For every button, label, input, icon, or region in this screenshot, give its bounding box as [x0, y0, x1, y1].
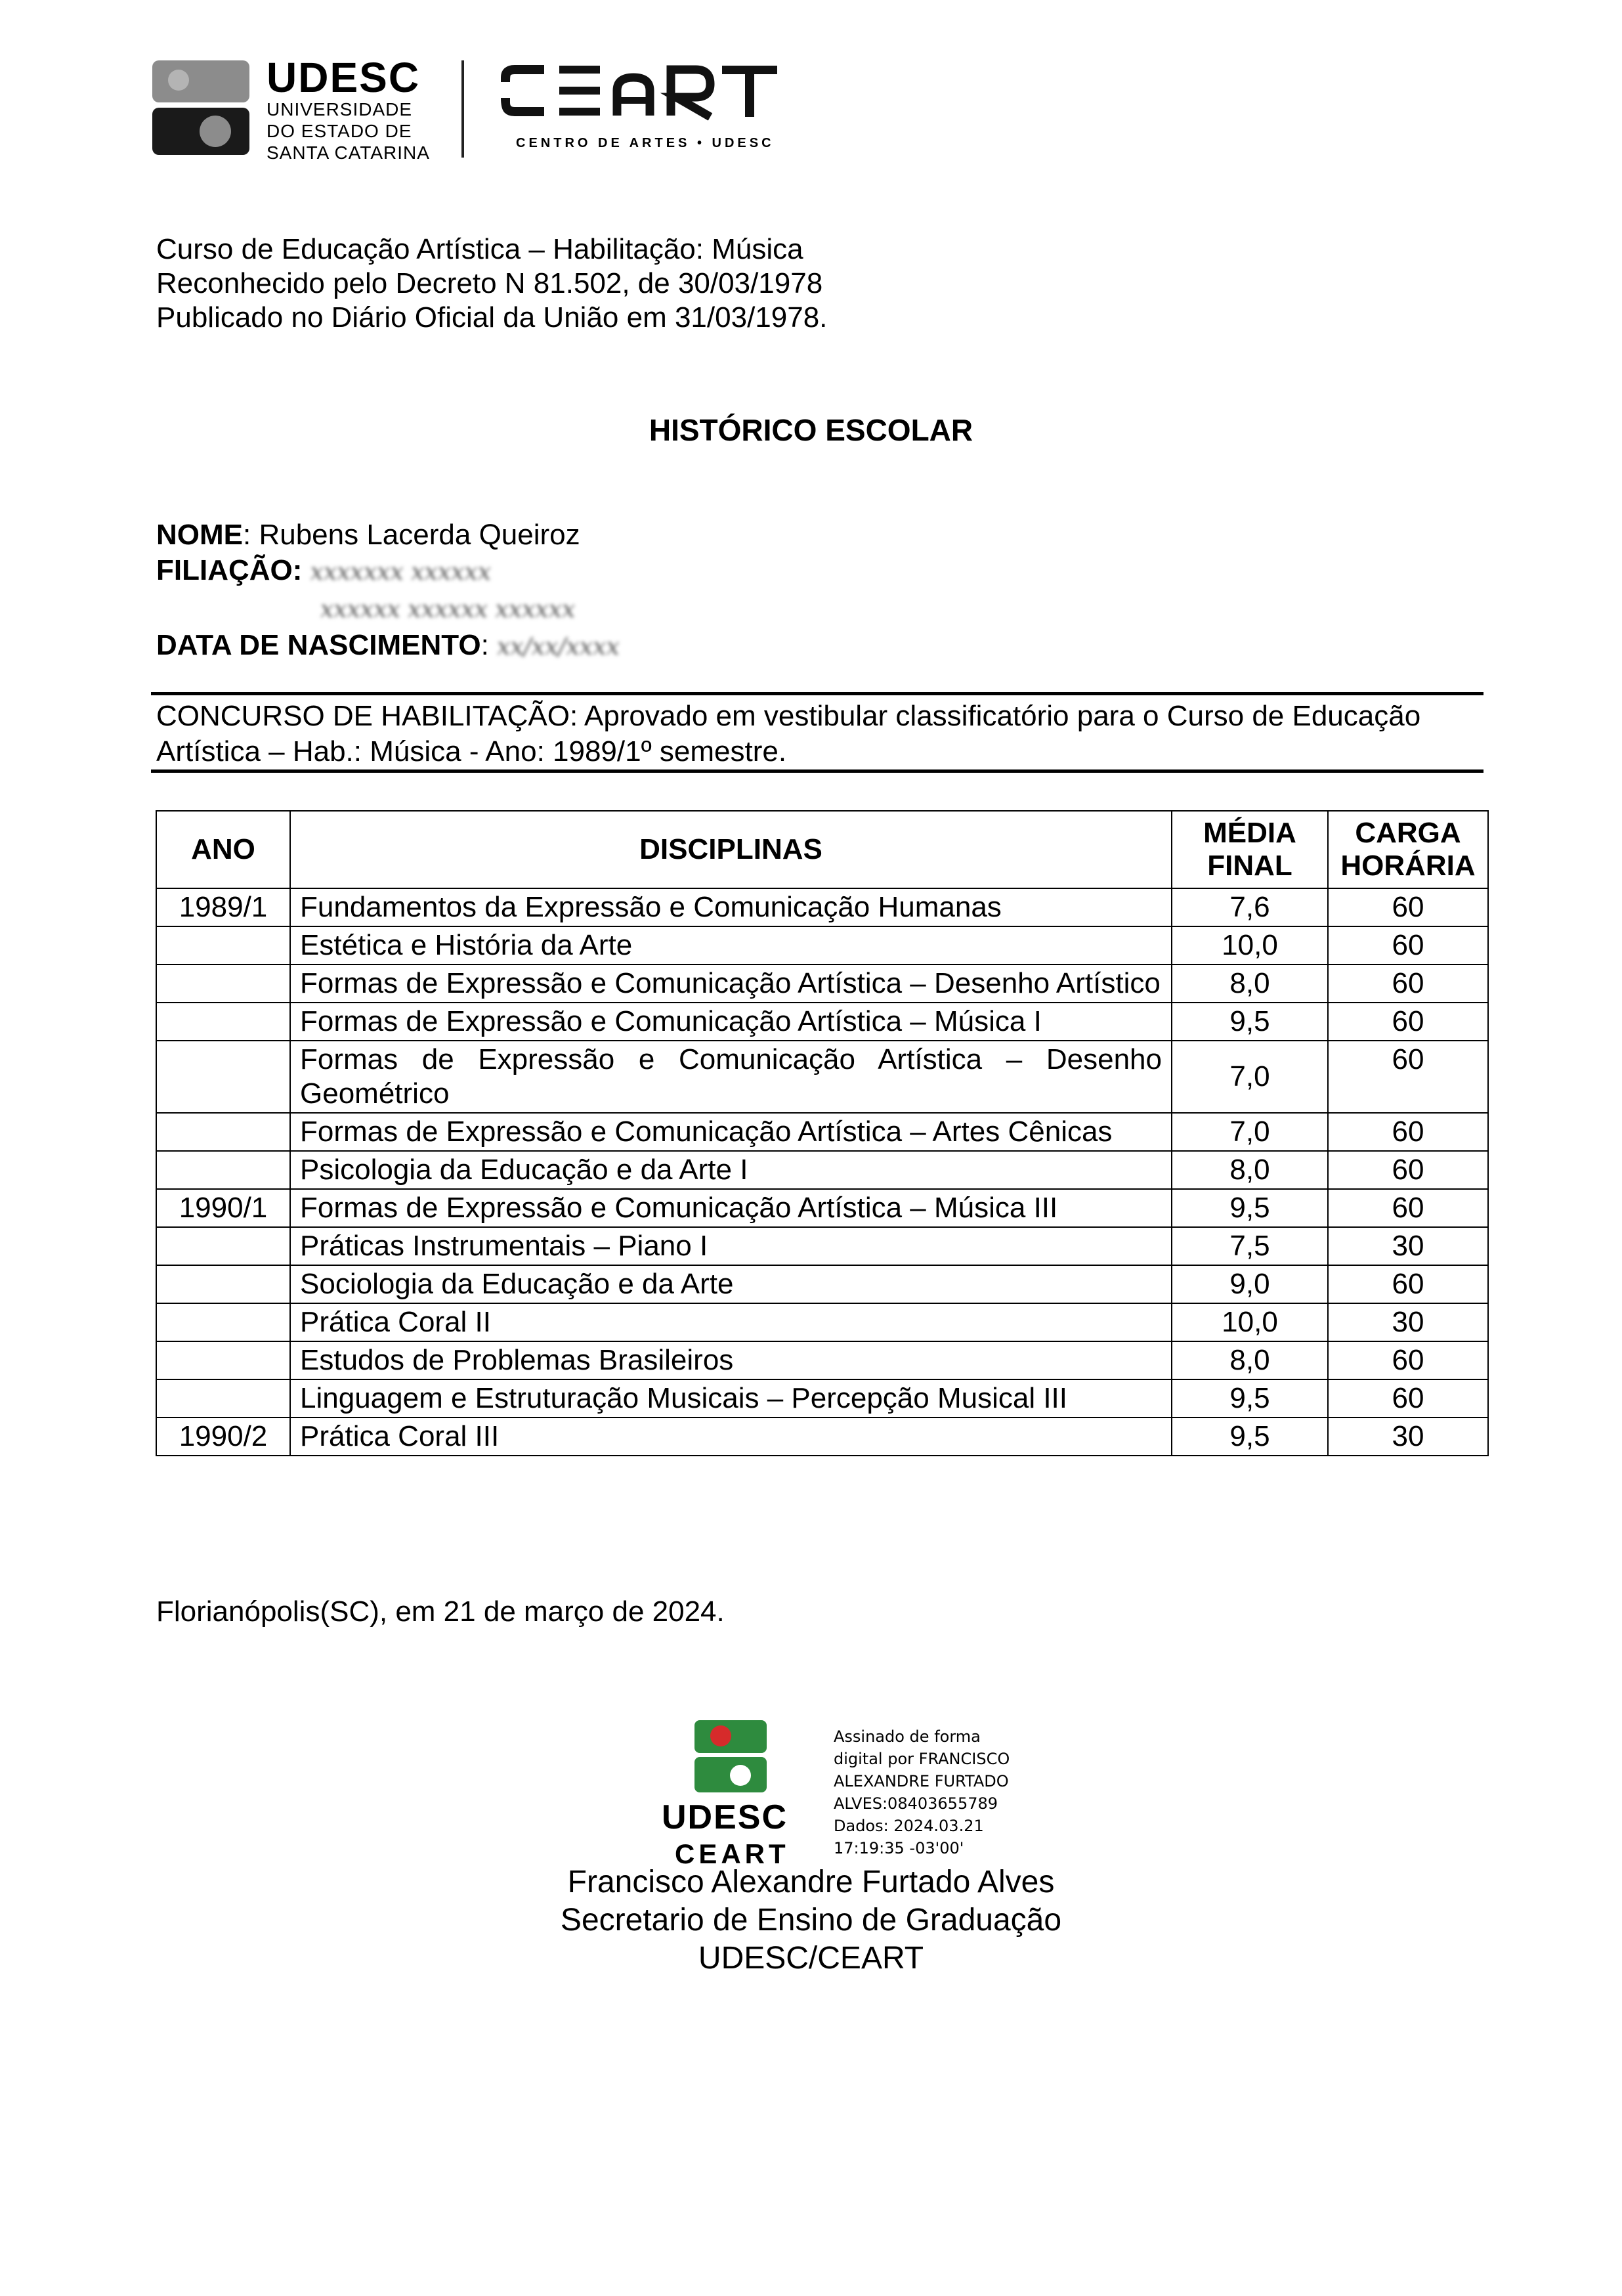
letterhead-divider — [461, 60, 464, 158]
header-disciplinas: DISCIPLINAS — [290, 811, 1172, 888]
cell-media: 8,0 — [1172, 1341, 1328, 1379]
table-row — [156, 1151, 1488, 1189]
stamp-ceart-text: CEART — [675, 1838, 790, 1865]
signer-org: UDESC/CEART — [698, 1941, 924, 1976]
redacted-birth-date: xx/xx/xxxx — [497, 634, 620, 661]
name-label: NOME — [156, 519, 243, 551]
filiation-label: FILIAÇÃO: — [156, 554, 303, 586]
cell-disciplina: Formas de Expressão e Comunicação Artística – Desenho Artístico — [290, 964, 1172, 1003]
cell-ano: 1990/2 — [156, 1418, 290, 1456]
table-row — [156, 964, 1488, 1003]
cell-media: 7,0 — [1172, 1041, 1328, 1113]
cell-disciplina: Psicologia da Educação e da Arte I — [290, 1151, 1172, 1189]
sig-info-line-2: digital por FRANCISCO — [834, 1750, 1010, 1768]
cell-carga: 60 — [1328, 1151, 1488, 1189]
sig-info-line-5: Dados: 2024.03.21 — [834, 1817, 984, 1835]
header-ano: ANO — [156, 811, 290, 888]
cell-ano: 1989/1 — [156, 888, 290, 926]
cell-media: 7,5 — [1172, 1227, 1328, 1265]
cell-carga: 30 — [1328, 1303, 1488, 1341]
cell-ano — [156, 1003, 290, 1041]
header-media — [1172, 811, 1328, 888]
cell-disciplina: Fundamentos da Expressão e Comunicação Humanas — [290, 888, 1172, 926]
cell-ano: 1990/1 — [156, 1189, 290, 1227]
cell-ano — [156, 1303, 290, 1341]
course-info — [156, 232, 827, 335]
cell-disciplina: Estudos de Problemas Brasileiros — [290, 1341, 1172, 1379]
course-line-3: Publicado no Diário Oficial da União em 31/03/1978. — [156, 301, 828, 334]
name-value: : Rubens Lacerda Queiroz — [243, 519, 580, 551]
cell-carga: 60 — [1328, 1041, 1488, 1113]
cell-ano — [156, 1379, 290, 1418]
cell-disciplina: Formas de Expressão e Comunicação Artística – Desenho Geométrico — [290, 1041, 1172, 1113]
cell-carga: 60 — [1328, 1113, 1488, 1151]
cell-media: 8,0 — [1172, 964, 1328, 1003]
birth-colon: : — [480, 629, 489, 661]
divider-bottom — [151, 769, 1483, 773]
udesc-name: UDESC — [267, 54, 421, 101]
cell-disciplina: Sociologia da Educação e da Arte — [290, 1265, 1172, 1303]
cell-carga: 60 — [1328, 888, 1488, 926]
udesc-stamp-icon — [694, 1720, 767, 1792]
cell-media: 9,5 — [1172, 1418, 1328, 1456]
table-row — [156, 1113, 1488, 1151]
header-carga-line-2: HORÁRIA — [1340, 850, 1476, 882]
udesc-logo-text — [267, 56, 430, 163]
stamp-udesc-text: UDESC — [662, 1798, 788, 1836]
cell-disciplina: Estética e História da Arte — [290, 926, 1172, 964]
cell-disciplina: Formas de Expressão e Comunicação Artística – Música III — [290, 1189, 1172, 1227]
digital-signature-info — [834, 1725, 1010, 1859]
table-row — [156, 1265, 1488, 1303]
cell-ano — [156, 964, 290, 1003]
cell-disciplina: Prática Coral III — [290, 1418, 1172, 1456]
cell-carga: 60 — [1328, 926, 1488, 964]
birth-label: DATA DE NASCIMENTO — [156, 629, 481, 661]
document-title: HISTÓRICO ESCOLAR — [649, 413, 973, 447]
student-info — [156, 517, 620, 665]
cell-disciplina: Práticas Instrumentais – Piano I — [290, 1227, 1172, 1265]
cell-ano — [156, 1113, 290, 1151]
header-media-line-2: FINAL — [1207, 850, 1292, 882]
header-carga-line-1: CARGA — [1355, 817, 1461, 849]
table-header-row — [156, 811, 1488, 888]
cell-media: 7,0 — [1172, 1113, 1328, 1151]
place-date: Florianópolis(SC), em 21 de março de 2024. — [156, 1595, 725, 1628]
sig-info-line-1: Assinado de forma — [834, 1727, 981, 1746]
header-media-line-1: MÉDIA — [1203, 817, 1296, 849]
cell-ano — [156, 926, 290, 964]
udesc-logo-icon — [152, 60, 249, 155]
udesc-line-1: UNIVERSIDADE — [267, 99, 413, 119]
cell-disciplina: Linguagem e Estruturação Musicais – Percepção Musical III — [290, 1379, 1172, 1418]
header-carga — [1328, 811, 1488, 888]
table-row — [156, 1003, 1488, 1041]
cell-ano — [156, 1265, 290, 1303]
cell-carga: 60 — [1328, 1379, 1488, 1418]
birth-row — [156, 628, 620, 665]
cell-media: 9,5 — [1172, 1189, 1328, 1227]
cell-carga: 60 — [1328, 1341, 1488, 1379]
cell-disciplina: Formas de Expressão e Comunicação Artística – Artes Cênicas — [290, 1113, 1172, 1151]
sig-info-line-3: ALEXANDRE FURTADO — [834, 1772, 1009, 1790]
table-row — [156, 1379, 1488, 1418]
cell-carga: 30 — [1328, 1227, 1488, 1265]
course-line-1: Curso de Educação Artística – Habilitação: Música — [156, 233, 803, 265]
udesc-line-2: DO ESTADO DE — [267, 121, 412, 141]
ceart-subtitle: CENTRO DE ARTES • UDESC — [516, 136, 775, 150]
table-row — [156, 1227, 1488, 1265]
udesc-line-3: SANTA CATARINA — [267, 142, 430, 163]
signer-role: Secretario de Ensino de Graduação — [560, 1903, 1062, 1938]
signer-name: Francisco Alexandre Furtado Alves — [567, 1865, 1055, 1899]
cell-ano — [156, 1341, 290, 1379]
cell-disciplina: Prática Coral II — [290, 1303, 1172, 1341]
cell-ano — [156, 1227, 290, 1265]
table-row — [156, 888, 1488, 926]
divider-top — [151, 692, 1483, 695]
cell-media: 7,6 — [1172, 888, 1328, 926]
cell-ano — [156, 1041, 290, 1113]
table-row — [156, 926, 1488, 964]
redacted-filiation-1: xxxxxxx xxxxxx — [310, 559, 492, 586]
grades-table — [156, 810, 1489, 1456]
cell-media: 10,0 — [1172, 1303, 1328, 1341]
cell-carga: 30 — [1328, 1418, 1488, 1456]
cell-carga: 60 — [1328, 1003, 1488, 1041]
cell-carga: 60 — [1328, 1189, 1488, 1227]
table-row — [156, 1303, 1488, 1341]
signer-block — [0, 1863, 1622, 1978]
cell-disciplina: Formas de Expressão e Comunicação Artística – Música I — [290, 1003, 1172, 1041]
name-row — [156, 517, 620, 553]
cell-media: 9,0 — [1172, 1265, 1328, 1303]
concurso-text: CONCURSO DE HABILITAÇÃO: Aprovado em vestibular classificatório para o Curso de Educação Artística – Hab.: Música - Ano: 1989/1º semestre. — [156, 700, 1421, 768]
redacted-filiation-2: xxxxxx xxxxxx xxxxxx — [320, 596, 576, 623]
cell-ano — [156, 1151, 290, 1189]
filiation-row — [156, 553, 620, 590]
cell-media: 10,0 — [1172, 926, 1328, 964]
table-row — [156, 1341, 1488, 1379]
cell-media: 8,0 — [1172, 1151, 1328, 1189]
table-row — [156, 1189, 1488, 1227]
sig-info-line-4: ALVES:08403655789 — [834, 1794, 998, 1813]
cell-media: 9,5 — [1172, 1003, 1328, 1041]
course-line-2: Reconhecido pelo Decreto N 81.502, de 30/03/1978 — [156, 267, 823, 299]
cell-media: 9,5 — [1172, 1379, 1328, 1418]
cell-carga: 60 — [1328, 1265, 1488, 1303]
sig-info-line-6: 17:19:35 -03'00' — [834, 1839, 964, 1857]
ceart-logo — [499, 64, 781, 130]
filiation-row-2 — [156, 590, 620, 628]
cell-carga: 60 — [1328, 964, 1488, 1003]
table-row — [156, 1418, 1488, 1456]
table-row — [156, 1041, 1488, 1113]
